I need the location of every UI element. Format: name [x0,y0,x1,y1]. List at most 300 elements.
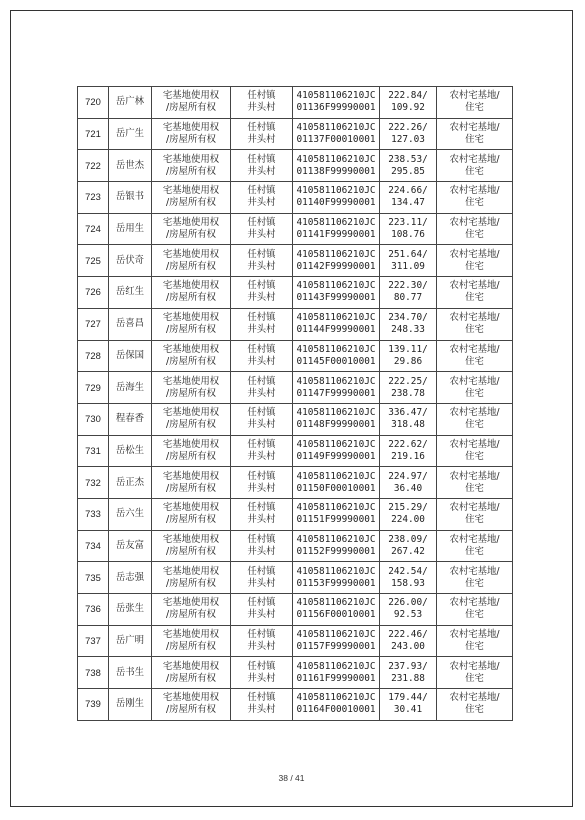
cell-area-line: 224.97/ [388,470,428,482]
cell-location [231,689,293,721]
cell-land-use-line: 住宅 [465,514,484,526]
cell-area-line: 248.33 [391,324,425,336]
cell-area-line: 134.47 [391,197,425,209]
cell-area-line: 318.48 [391,419,425,431]
table-row [78,245,513,277]
cell-parcel-code [293,213,380,245]
cell-sequence-number: 725 [78,245,109,277]
cell-location-line: 井头村 [247,514,276,526]
cell-parcel-code [293,689,380,721]
cell-right-type-line: 宅基地使用权 [162,343,220,355]
cell-location-line: 任村镇 [247,565,276,577]
cell-right-type-line: /房屋所有权 [165,641,217,653]
cell-owner-name: 岳伏奇 [109,245,152,277]
table-row [78,213,513,245]
table-row [78,372,513,404]
cell-parcel-code-line: 410581106210JC [296,565,376,577]
cell-owner-name: 岳喜昌 [109,308,152,340]
cell-owner-name: 岳书生 [109,657,152,689]
cell-parcel-code-line: 410581106210JC [296,153,376,165]
cell-right-type-line: /房屋所有权 [165,355,217,367]
cell-location-line: 任村镇 [247,660,276,672]
cell-parcel-code [293,467,380,499]
cell-right-type [152,594,231,626]
cell-parcel-code-line: 01145F00010001 [296,355,376,367]
cell-right-type-line: 宅基地使用权 [162,692,220,704]
cell-land-use-line: 农村宅基地/ [449,692,500,704]
cell-parcel-code-line: 01150F00010001 [296,482,376,494]
cell-owner-name: 岳银书 [109,182,152,214]
cell-parcel-code-line: 01143F99990001 [296,292,376,304]
cell-parcel-code-line: 410581106210JC [296,185,376,197]
cell-land-use [437,277,513,309]
cell-sequence-number: 728 [78,340,109,372]
cell-area-line: 224.00 [391,514,425,526]
cell-owner-name: 岳保国 [109,340,152,372]
cell-parcel-code-line: 01141F99990001 [296,229,376,241]
cell-parcel-code-line: 410581106210JC [296,312,376,324]
cell-right-type-line: /房屋所有权 [165,292,217,304]
cell-parcel-code-line: 01156F00010001 [296,609,376,621]
cell-sequence-number: 736 [78,594,109,626]
cell-area [380,213,437,245]
cell-area-line: 80.77 [393,292,423,304]
cell-right-type-line: /房屋所有权 [165,324,217,336]
cell-right-type-line: /房屋所有权 [165,545,217,557]
cell-area-line: 238.78 [391,387,425,399]
cell-owner-name: 岳张生 [109,594,152,626]
cell-right-type-line: 宅基地使用权 [162,312,220,324]
cell-right-type-line: /房屋所有权 [165,165,217,177]
cell-land-use-line: 住宅 [465,134,484,146]
cell-parcel-code [293,308,380,340]
cell-area-line: 222.30/ [388,280,428,292]
cell-sequence-number: 739 [78,689,109,721]
cell-sequence-number: 721 [78,118,109,150]
cell-land-use-line: 农村宅基地/ [449,533,500,545]
cell-location-line: 井头村 [247,292,276,304]
cell-location [231,403,293,435]
cell-land-use [437,308,513,340]
cell-sequence-number: 723 [78,182,109,214]
cell-area [380,498,437,530]
cell-location-line: 任村镇 [247,407,276,419]
cell-right-type-line: /房屋所有权 [165,450,217,462]
cell-area [380,594,437,626]
cell-owner-name: 岳广林 [109,87,152,119]
cell-owner-name: 岳海生 [109,372,152,404]
cell-land-use-line: 农村宅基地/ [449,660,500,672]
cell-right-type-line: 宅基地使用权 [162,280,220,292]
cell-land-use [437,435,513,467]
cell-owner-name: 岳正杰 [109,467,152,499]
cell-area-line: 234.70/ [388,312,428,324]
cell-location-line: 任村镇 [247,343,276,355]
cell-parcel-code [293,87,380,119]
cell-land-use [437,657,513,689]
cell-location [231,340,293,372]
cell-owner-name: 岳用生 [109,213,152,245]
cell-land-use-line: 住宅 [465,545,484,557]
cell-land-use-line: 农村宅基地/ [449,629,500,641]
cell-location [231,308,293,340]
cell-area-line: 158.93 [391,577,425,589]
cell-parcel-code-line: 410581106210JC [296,90,376,102]
cell-right-type [152,308,231,340]
cell-land-use-line: 农村宅基地/ [449,217,500,229]
cell-location-line: 井头村 [247,197,276,209]
table-row [78,657,513,689]
table-row [78,498,513,530]
cell-right-type [152,340,231,372]
cell-parcel-code [293,530,380,562]
cell-location-line: 任村镇 [247,597,276,609]
cell-right-type-line: 宅基地使用权 [162,90,220,102]
cell-right-type-line: 宅基地使用权 [162,375,220,387]
table-row [78,467,513,499]
table-row [78,689,513,721]
cell-right-type [152,530,231,562]
cell-location-line: 井头村 [247,387,276,399]
cell-location-line: 井头村 [247,545,276,557]
cell-location-line: 任村镇 [247,185,276,197]
cell-location-line: 任村镇 [247,470,276,482]
cell-parcel-code-line: 01149F99990001 [296,450,376,462]
cell-area [380,435,437,467]
table-row [78,625,513,657]
cell-land-use [437,213,513,245]
cell-location-line: 任村镇 [247,502,276,514]
cell-right-type-line: /房屋所有权 [165,102,217,114]
cell-area [380,625,437,657]
table-row [78,403,513,435]
cell-area-line: 222.46/ [388,629,428,641]
cell-parcel-code-line: 410581106210JC [296,217,376,229]
cell-land-use-line: 住宅 [465,260,484,272]
cell-area [380,467,437,499]
property-rights-table [77,86,513,721]
cell-land-use-line: 农村宅基地/ [449,153,500,165]
cell-location [231,277,293,309]
cell-land-use [437,498,513,530]
cell-owner-name: 程春香 [109,403,152,435]
table-row [78,340,513,372]
cell-parcel-code-line: 01138F99990001 [296,165,376,177]
cell-parcel-code-line: 01140F99990001 [296,197,376,209]
cell-land-use [437,594,513,626]
document-page [10,10,573,807]
table-body [78,87,513,721]
cell-parcel-code [293,498,380,530]
cell-location [231,467,293,499]
cell-parcel-code-line: 410581106210JC [296,470,376,482]
cell-right-type-line: /房屋所有权 [165,609,217,621]
cell-right-type [152,182,231,214]
cell-location-line: 井头村 [247,450,276,462]
cell-right-type [152,435,231,467]
cell-area-line: 109.92 [391,102,425,114]
cell-land-use [437,403,513,435]
cell-parcel-code [293,657,380,689]
cell-land-use-line: 农村宅基地/ [449,470,500,482]
cell-area [380,308,437,340]
cell-area-line: 222.25/ [388,375,428,387]
cell-land-use-line: 住宅 [465,165,484,177]
cell-parcel-code [293,594,380,626]
cell-sequence-number: 735 [78,562,109,594]
cell-area-line: 311.09 [391,260,425,272]
cell-owner-name: 岳广生 [109,118,152,150]
cell-right-type-line: 宅基地使用权 [162,438,220,450]
cell-area [380,340,437,372]
cell-sequence-number: 731 [78,435,109,467]
cell-area-line: 295.85 [391,165,425,177]
cell-sequence-number: 734 [78,530,109,562]
cell-location [231,182,293,214]
cell-area [380,562,437,594]
cell-sequence-number: 724 [78,213,109,245]
cell-right-type-line: /房屋所有权 [165,260,217,272]
cell-land-use-line: 住宅 [465,419,484,431]
cell-right-type [152,213,231,245]
cell-land-use-line: 农村宅基地/ [449,280,500,292]
cell-parcel-code [293,372,380,404]
cell-parcel-code-line: 01157F99990001 [296,641,376,653]
cell-land-use-line: 农村宅基地/ [449,565,500,577]
cell-location [231,87,293,119]
cell-parcel-code-line: 01136F99990001 [296,102,376,114]
cell-right-type [152,277,231,309]
cell-location-line: 井头村 [247,229,276,241]
cell-land-use [437,245,513,277]
cell-parcel-code-line: 410581106210JC [296,629,376,641]
cell-right-type-line: /房屋所有权 [165,577,217,589]
cell-area-line: 179.44/ [388,692,428,704]
cell-parcel-code-line: 01153F99990001 [296,577,376,589]
cell-parcel-code [293,277,380,309]
cell-right-type-line: /房屋所有权 [165,514,217,526]
cell-area-line: 30.41 [393,704,423,716]
cell-parcel-code-line: 410581106210JC [296,438,376,450]
cell-right-type [152,403,231,435]
cell-location-line: 任村镇 [247,312,276,324]
cell-area-line: 336.47/ [388,407,428,419]
cell-right-type-line: /房屋所有权 [165,704,217,716]
cell-sequence-number: 737 [78,625,109,657]
cell-right-type-line: /房屋所有权 [165,672,217,684]
cell-area [380,689,437,721]
cell-land-use [437,87,513,119]
cell-right-type [152,562,231,594]
cell-location [231,213,293,245]
cell-parcel-code-line: 01164F00010001 [296,704,376,716]
cell-parcel-code [293,118,380,150]
cell-parcel-code-line: 01161F99990001 [296,672,376,684]
table-row [78,562,513,594]
cell-area [380,403,437,435]
cell-land-use [437,562,513,594]
cell-location [231,594,293,626]
cell-right-type [152,657,231,689]
cell-location-line: 井头村 [247,704,276,716]
cell-area-line: 127.03 [391,134,425,146]
cell-right-type-line: 宅基地使用权 [162,185,220,197]
cell-right-type-line: 宅基地使用权 [162,217,220,229]
table-row [78,87,513,119]
cell-land-use-line: 农村宅基地/ [449,122,500,134]
cell-land-use-line: 住宅 [465,387,484,399]
cell-right-type-line: 宅基地使用权 [162,597,220,609]
cell-location-line: 任村镇 [247,692,276,704]
cell-sequence-number: 720 [78,87,109,119]
cell-location [231,118,293,150]
cell-land-use-line: 农村宅基地/ [449,185,500,197]
cell-location-line: 井头村 [247,102,276,114]
cell-location-line: 任村镇 [247,533,276,545]
cell-location-line: 井头村 [247,355,276,367]
cell-land-use-line: 农村宅基地/ [449,407,500,419]
cell-sequence-number: 733 [78,498,109,530]
cell-area [380,372,437,404]
cell-land-use-line: 农村宅基地/ [449,248,500,260]
cell-land-use-line: 住宅 [465,577,484,589]
cell-area [380,182,437,214]
cell-sequence-number: 730 [78,403,109,435]
cell-right-type [152,689,231,721]
cell-land-use [437,689,513,721]
cell-land-use-line: 住宅 [465,292,484,304]
cell-location-line: 井头村 [247,260,276,272]
cell-land-use-line: 住宅 [465,672,484,684]
cell-location-line: 井头村 [247,482,276,494]
cell-location-line: 任村镇 [247,375,276,387]
table-row [78,118,513,150]
cell-land-use [437,150,513,182]
cell-parcel-code [293,435,380,467]
cell-land-use-line: 农村宅基地/ [449,312,500,324]
cell-owner-name: 岳刚生 [109,689,152,721]
cell-parcel-code [293,625,380,657]
cell-location-line: 任村镇 [247,438,276,450]
cell-parcel-code-line: 410581106210JC [296,533,376,545]
cell-location [231,245,293,277]
cell-right-type-line: 宅基地使用权 [162,565,220,577]
cell-area-line: 36.40 [393,482,423,494]
cell-right-type-line: 宅基地使用权 [162,122,220,134]
cell-parcel-code [293,340,380,372]
cell-area [380,118,437,150]
cell-area [380,87,437,119]
cell-parcel-code [293,150,380,182]
cell-parcel-code-line: 410581106210JC [296,280,376,292]
cell-right-type-line: /房屋所有权 [165,197,217,209]
cell-land-use-line: 住宅 [465,450,484,462]
cell-location [231,150,293,182]
cell-area-line: 243.00 [391,641,425,653]
cell-area-line: 222.84/ [388,90,428,102]
table-row [78,150,513,182]
cell-area-line: 29.86 [393,355,423,367]
cell-location-line: 井头村 [247,165,276,177]
cell-right-type [152,150,231,182]
cell-area-line: 92.53 [393,609,423,621]
table-row [78,277,513,309]
cell-land-use-line: 住宅 [465,229,484,241]
cell-parcel-code-line: 01152F99990001 [296,545,376,557]
cell-parcel-code-line: 410581106210JC [296,597,376,609]
cell-area [380,277,437,309]
cell-area [380,245,437,277]
cell-parcel-code [293,403,380,435]
cell-sequence-number: 722 [78,150,109,182]
cell-land-use-line: 住宅 [465,355,484,367]
cell-land-use-line: 农村宅基地/ [449,502,500,514]
cell-area-line: 251.64/ [388,248,428,260]
cell-parcel-code-line: 01142F99990001 [296,260,376,272]
cell-area-line: 222.26/ [388,122,428,134]
cell-location-line: 任村镇 [247,122,276,134]
cell-location [231,657,293,689]
cell-land-use-line: 农村宅基地/ [449,375,500,387]
cell-location-line: 任村镇 [247,280,276,292]
cell-location-line: 井头村 [247,577,276,589]
cell-location [231,435,293,467]
cell-right-type [152,118,231,150]
cell-owner-name: 岳志强 [109,562,152,594]
cell-parcel-code-line: 410581106210JC [296,343,376,355]
cell-land-use-line: 农村宅基地/ [449,597,500,609]
cell-land-use-line: 住宅 [465,324,484,336]
cell-area [380,150,437,182]
cell-owner-name: 岳松生 [109,435,152,467]
cell-land-use-line: 农村宅基地/ [449,90,500,102]
cell-parcel-code-line: 01148F99990001 [296,419,376,431]
cell-area-line: 222.62/ [388,438,428,450]
cell-area-line: 242.54/ [388,565,428,577]
cell-parcel-code-line: 410581106210JC [296,375,376,387]
cell-right-type [152,625,231,657]
cell-area [380,530,437,562]
cell-owner-name: 岳红生 [109,277,152,309]
cell-area-line: 139.11/ [388,343,428,355]
cell-location-line: 井头村 [247,419,276,431]
cell-right-type-line: /房屋所有权 [165,419,217,431]
cell-parcel-code-line: 410581106210JC [296,122,376,134]
cell-location-line: 任村镇 [247,248,276,260]
cell-location-line: 井头村 [247,641,276,653]
cell-location [231,625,293,657]
cell-sequence-number: 729 [78,372,109,404]
cell-right-type-line: 宅基地使用权 [162,533,220,545]
cell-owner-name: 岳世杰 [109,150,152,182]
cell-land-use-line: 住宅 [465,609,484,621]
cell-sequence-number: 738 [78,657,109,689]
cell-parcel-code-line: 01137F00010001 [296,134,376,146]
cell-parcel-code [293,245,380,277]
cell-location-line: 任村镇 [247,629,276,641]
cell-right-type [152,498,231,530]
cell-area [380,657,437,689]
cell-right-type-line: 宅基地使用权 [162,470,220,482]
cell-right-type-line: /房屋所有权 [165,229,217,241]
cell-right-type-line: 宅基地使用权 [162,153,220,165]
cell-sequence-number: 727 [78,308,109,340]
table-row [78,308,513,340]
cell-right-type-line: /房屋所有权 [165,134,217,146]
cell-area-line: 226.00/ [388,597,428,609]
cell-land-use-line: 住宅 [465,197,484,209]
cell-land-use [437,372,513,404]
